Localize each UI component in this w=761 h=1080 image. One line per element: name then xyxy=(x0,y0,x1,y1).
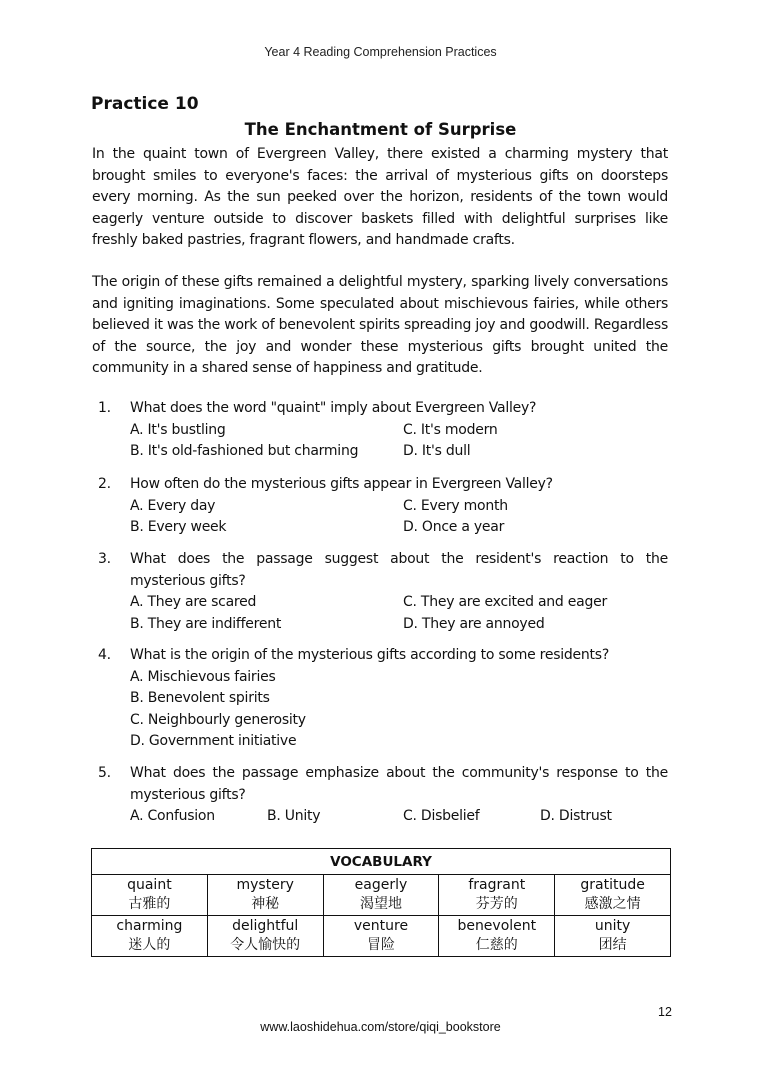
question-1 xyxy=(98,398,668,463)
option-a: A. It's bustling xyxy=(130,421,226,438)
question-5 xyxy=(98,763,668,828)
footer-url: www.laoshidehua.com/store/qiqi_bookstore xyxy=(260,1020,501,1034)
options xyxy=(130,420,668,463)
vocab-cell xyxy=(92,916,208,957)
table-row xyxy=(92,875,671,916)
passage-title: The Enchantment of Surprise xyxy=(244,120,517,139)
option-c: C. Every month xyxy=(403,497,508,514)
vocab-word: unity xyxy=(594,918,631,934)
vocab-cell xyxy=(323,916,439,957)
vocab-cell xyxy=(439,875,555,916)
option-a: A. Confusion xyxy=(130,808,215,824)
option-c: C. It's modern xyxy=(403,421,498,438)
option-b: B. Unity xyxy=(267,808,321,824)
vocab-translation: 渴望地 xyxy=(359,896,402,912)
vocab-translation: 仁慈的 xyxy=(475,937,518,953)
question-stem: What does the passage emphasize about the community's response to the mysterious gifts? xyxy=(130,765,668,803)
vocab-translation: 令人愉快的 xyxy=(230,937,301,953)
vocab-translation: 古雅的 xyxy=(128,896,171,912)
option-a: A. Every day xyxy=(130,497,216,514)
vocab-word: eagerly xyxy=(354,877,408,893)
question-stem: How often do the mysterious gifts appear in Evergreen Valley? xyxy=(130,476,553,492)
vocab-word: venture xyxy=(353,918,409,934)
vocab-cell xyxy=(92,875,208,916)
vocab-translation: 迷人的 xyxy=(128,937,171,953)
option-d: D. Once a year xyxy=(403,519,505,535)
question-2 xyxy=(98,474,668,539)
vocab-cell xyxy=(323,875,439,916)
question-stem: What does the passage suggest about the resident's reaction to the mysterious gifts? xyxy=(130,551,668,589)
question-number: 3. xyxy=(98,551,111,567)
vocab-translation: 芬芳的 xyxy=(475,896,518,912)
option-d: D. They are annoyed xyxy=(403,615,545,632)
question-number: 1. xyxy=(98,400,111,416)
option-b: B. It's old-fashioned but charming xyxy=(130,443,359,459)
option-a: A. Mischievous fairies xyxy=(130,668,276,685)
vocab-translation: 团结 xyxy=(598,937,627,953)
question-stem: What is the origin of the mysterious gifts according to some residents? xyxy=(130,647,609,663)
vocab-word: gratitude xyxy=(580,877,645,893)
page-number: 12 xyxy=(658,1005,672,1019)
vocab-word: quaint xyxy=(127,877,172,893)
vocab-translation: 感激之情 xyxy=(584,896,641,912)
vocab-word: mystery xyxy=(236,877,294,893)
vocabulary-heading: VOCABULARY xyxy=(92,849,671,875)
passage-paragraph-2: The origin of these gifts remained a delightful mystery, sparking lively conversations and igniting imaginations. Some speculated about mischievous fairies, while others believed it was the work of benevolent spirits spreading joy and goodwill. Regardless of the source, the joy and wonder these mysterious gifts brought united the community in a shared sense of happiness and gratitude. xyxy=(92,274,668,376)
option-b: B. Every week xyxy=(130,519,227,535)
options xyxy=(130,592,668,635)
option-b: B. They are indifferent xyxy=(130,615,282,632)
vocab-translation: 冒险 xyxy=(366,937,395,953)
practice-label: Practice 10 xyxy=(91,94,199,114)
vocab-cell xyxy=(439,916,555,957)
question-number: 2. xyxy=(98,476,111,492)
option-b: B. Benevolent spirits xyxy=(130,690,270,706)
question-number: 5. xyxy=(98,765,111,781)
running-header: Year 4 Reading Comprehension Practices xyxy=(264,45,497,59)
vocab-cell xyxy=(555,875,671,916)
option-c: C. Disbelief xyxy=(403,808,480,824)
options xyxy=(130,667,668,753)
vocab-word: delightful xyxy=(232,918,299,934)
question-stem: What does the word "quaint" imply about Evergreen Valley? xyxy=(130,400,537,416)
option-a: A. They are scared xyxy=(130,594,257,610)
vocab-word: fragrant xyxy=(468,877,526,893)
option-d: D. Distrust xyxy=(540,808,612,824)
options xyxy=(130,806,668,828)
vocab-cell xyxy=(555,916,671,957)
vocabulary-table xyxy=(91,848,671,957)
option-c: C. They are excited and eager xyxy=(403,594,607,610)
question-4 xyxy=(98,645,668,753)
question-3 xyxy=(98,549,668,635)
vocab-translation: 神秘 xyxy=(251,896,280,912)
options xyxy=(130,496,668,539)
vocab-cell xyxy=(207,916,323,957)
vocab-word: charming xyxy=(116,918,183,934)
question-number: 4. xyxy=(98,647,111,663)
vocab-cell xyxy=(207,875,323,916)
vocab-word: benevolent xyxy=(457,918,537,934)
passage-paragraph-1: In the quaint town of Evergreen Valley, there existed a charming mystery that brought smiles to everyone's faces: the arrival of mysterious gifts on doorsteps every morning. As the sun peeked over the horizon, residents of the town would eagerly venture outside to discover baskets filled with delightful surprises like freshly baked pastries, fragrant flowers, and handmade crafts. xyxy=(92,146,668,248)
option-d: D. It's dull xyxy=(403,443,471,459)
option-c: C. Neighbourly generosity xyxy=(130,711,306,728)
option-d: D. Government initiative xyxy=(130,733,297,749)
table-row xyxy=(92,916,671,957)
